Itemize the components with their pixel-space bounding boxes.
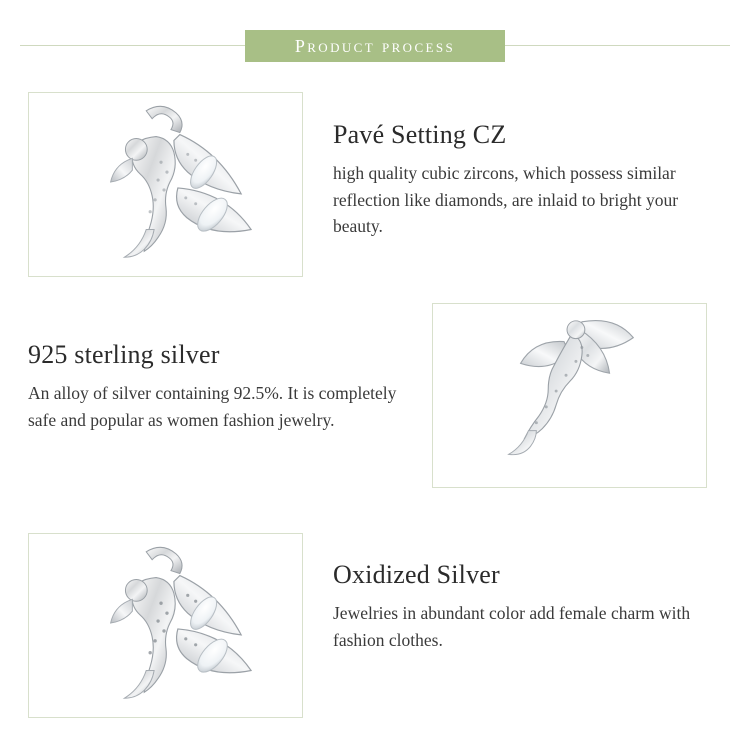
section-heading: 925 sterling silver	[28, 340, 220, 369]
page-header	[0, 30, 750, 62]
fairy-pendant-icon	[29, 93, 302, 276]
fairy-pendant-oxidized-icon	[29, 534, 302, 717]
section-oxidized-silver	[333, 560, 718, 653]
section-pave-setting-cz	[333, 120, 718, 240]
section-body: high quality cubic zircons, which possess similar reflection like diamonds, are inlaid to bright your beauty.	[333, 163, 679, 237]
section-heading: Oxidized Silver	[333, 560, 500, 589]
section-sterling-silver	[28, 340, 398, 433]
product-image-pave-setting-cz	[28, 92, 303, 277]
section-heading: Pavé Setting CZ	[333, 120, 507, 149]
page-title: Product process	[294, 36, 456, 56]
section-body: Jewelries in abundant color add female charm with fashion clothes.	[333, 603, 691, 650]
product-image-sterling-silver	[432, 303, 707, 488]
header-title-band	[245, 30, 505, 62]
product-image-oxidized-silver	[28, 533, 303, 718]
section-body: An alloy of silver containing 92.5%. It is completely safe and popular as women fashion jewelry.	[28, 383, 397, 430]
fairy-charm-icon	[433, 304, 706, 487]
